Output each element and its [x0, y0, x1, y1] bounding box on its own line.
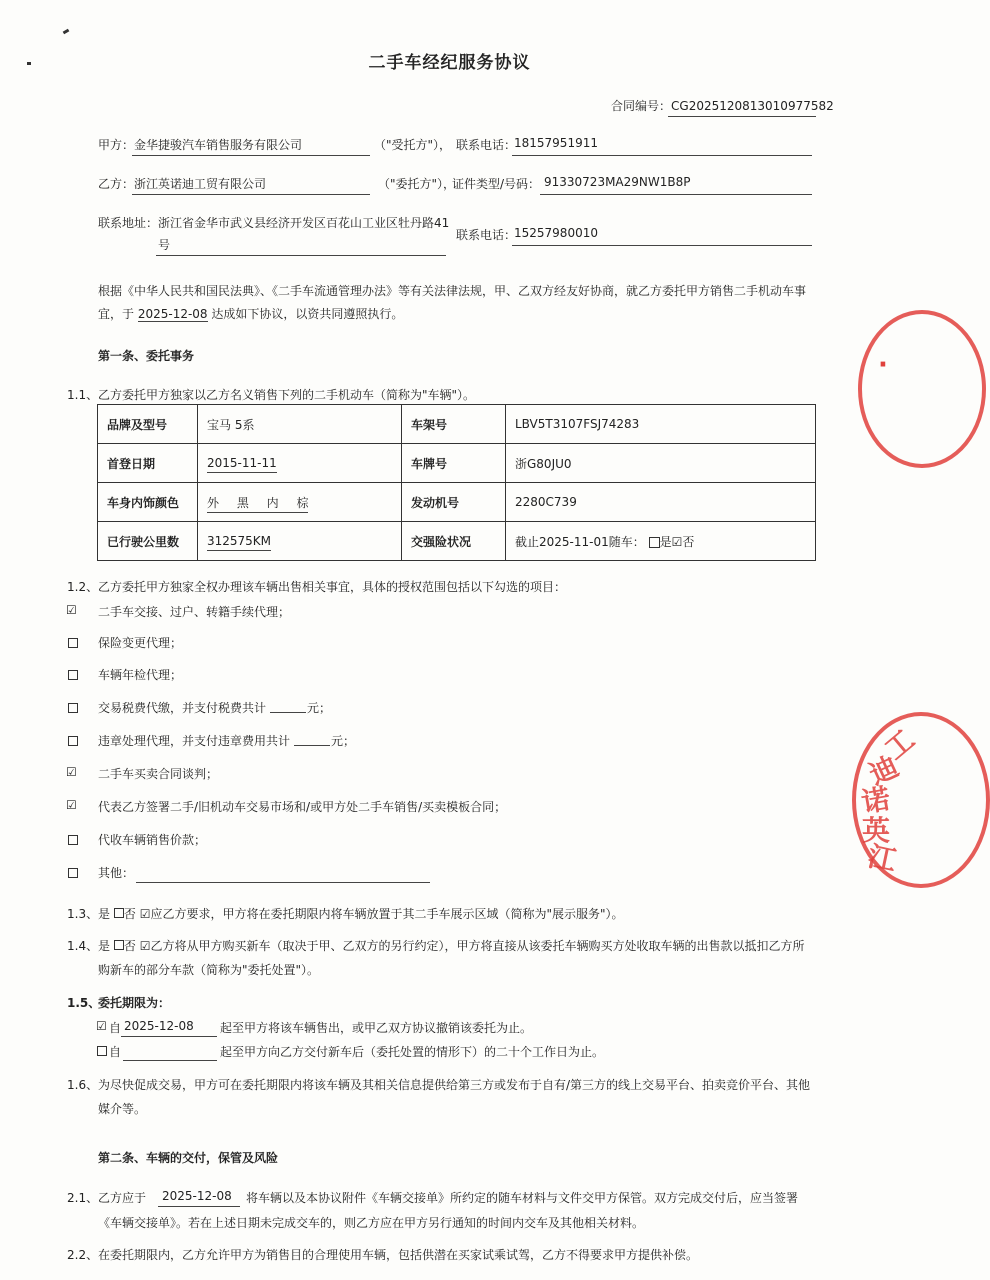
address-line1: 浙江省金华市武义县经济开发区百花山工业区牡丹路41	[158, 216, 450, 230]
clause-1-4-line1: 是 否 ☑乙方将从甲方购买新车（取决于甲、乙双方的另行约定），甲方将直接从该委托车辆购买方处收取车辆的出售款以抵扣乙方所	[98, 939, 805, 953]
intro-line1: 根据《中华人民共和国民法典》、《二手车流通管理办法》等有关法律法规，甲、乙双方经友好协商，就乙方委托甲方销售二手机动车事	[98, 284, 807, 298]
address-line2: 号	[158, 238, 171, 252]
checkbox-item-4[interactable]	[68, 703, 78, 713]
auth-item-2: 保险变更代理；	[98, 636, 183, 650]
clause-1-6-num: 1.6、	[67, 1078, 99, 1092]
clause-1-6-line2: 媒介等。	[98, 1102, 147, 1116]
clause-1-2-text: 乙方委托甲方独家全权办理该车辆出售相关事宜，具体的授权范围包括以下勾选的项目：	[98, 580, 567, 594]
table-cell: 外 黑 内 棕	[198, 483, 402, 522]
party-a-contact-label: 联系电话：	[456, 138, 517, 152]
clause-1-5-num: 1.5、	[67, 996, 101, 1010]
clause-1-3-yes-checkbox[interactable]	[114, 908, 124, 918]
article-1-heading: 第一条、委托事务	[98, 349, 195, 363]
table-cell: 发动机号	[402, 483, 506, 522]
clause-2-2-num: 2.2、	[67, 1248, 99, 1262]
clause-1-4-line2: 购新车的部分车款（简称为"委托处置"）。	[98, 963, 320, 977]
checkbox-item-7-checked[interactable]: ☑	[66, 798, 77, 812]
scan-mark	[63, 29, 70, 35]
table-row	[98, 483, 816, 522]
party-b-id: 91330723MA29NW1B8P	[544, 175, 691, 189]
table-row	[98, 444, 816, 483]
term-option-1-date: 2025-12-08	[124, 1019, 194, 1033]
party-b-contact-label: 联系电话：	[456, 228, 517, 242]
vehicle-table	[97, 404, 816, 561]
seal-char: ·	[878, 350, 888, 380]
company-seal-top	[858, 310, 986, 468]
table-cell: 已行驶公里数	[98, 522, 198, 561]
seal-lettering: 工 迪 诺 英 江	[859, 722, 922, 878]
clause-1-2-num: 1.2、	[67, 580, 99, 594]
table-cell: 车身内饰颜色	[98, 483, 198, 522]
checkbox-item-2[interactable]	[68, 638, 78, 648]
party-a-name: 金华捷骏汽车销售服务有限公司	[134, 138, 303, 152]
table-cell: 截止2025-11-01随车： 是☑否	[506, 522, 816, 561]
clause-1-6-line1: 为尽快促成交易，甲方可在委托期限内将该车辆及其相关信息提供给第三方或发布于自有/第三方的线上交易平台、拍卖竞价平台、其他	[98, 1078, 811, 1092]
clause-2-1-text: 将车辆以及本协议附件《车辆交接单》所约定的随车材料与文件交甲方保管。双方完成交付后，应当签署	[246, 1191, 799, 1205]
table-cell: 车架号	[402, 405, 506, 444]
table-cell: LBV5T3107FSJ74283	[506, 405, 816, 444]
table-row	[98, 522, 816, 561]
table-cell: 2280C739	[506, 483, 816, 522]
party-a-contact: 18157951911	[514, 136, 598, 150]
party-a-label: 甲方：	[98, 138, 135, 152]
table-cell: 交强险状况	[402, 522, 506, 561]
intro-line2: 宜，于 2025-12-08 达成如下协议，以资共同遵照执行。	[98, 307, 404, 321]
auth-item-4-unit: 元；	[307, 701, 332, 715]
auth-item-5: 违章处理代理，并支付违章费用共计	[98, 734, 291, 748]
clause-2-1-num: 2.1、	[67, 1191, 99, 1205]
auth-item-1: 二手车交接、过户、转籍手续代理；	[98, 605, 291, 619]
term-option-2-checkbox[interactable]	[97, 1046, 107, 1056]
contract-no: CG2025120813010977582	[671, 99, 834, 113]
table-cell: 车牌号	[402, 444, 506, 483]
clause-1-5-head: 委托期限为：	[98, 996, 171, 1010]
checkbox-item-5[interactable]	[68, 736, 78, 746]
checkbox-no-checked[interactable]: ☑	[671, 534, 683, 549]
clause-1-1-num: 1.1、	[67, 388, 99, 402]
document-title: 二手车经纪服务协议	[368, 53, 531, 73]
clause-2-1-date: 2025-12-08	[162, 1189, 232, 1203]
auth-item-6: 二手车买卖合同谈判；	[98, 767, 219, 781]
term-option-2-prefix: 自	[109, 1045, 122, 1059]
term-option-1-checkbox-checked[interactable]: ☑	[96, 1019, 107, 1033]
table-cell: 首登日期	[98, 444, 198, 483]
article-2-heading: 第二条、车辆的交付，保管及风险	[98, 1151, 279, 1165]
contract-no-label: 合同编号：	[611, 99, 672, 113]
party-b-contact: 15257980010	[514, 226, 598, 240]
clause-2-1-lead: 乙方应于	[98, 1191, 147, 1205]
clause-2-1-line2: 《车辆交接单》。若在上述日期未完成交车的，则乙方应在甲方另行通知的时间内交车及其他相关材料。	[98, 1216, 645, 1230]
term-option-1-prefix: 自	[109, 1021, 122, 1035]
clause-1-1-text: 乙方委托甲方独家以乙方名义销售下列的二手机动车（简称为"车辆"）。	[98, 388, 476, 402]
party-b-label: 乙方：	[98, 177, 135, 191]
party-b-id-label: 证件类型/号码：	[452, 177, 541, 191]
clause-1-4-num: 1.4、	[67, 939, 99, 953]
table-cell: 2015-11-11	[198, 444, 402, 483]
contract-no-row	[611, 97, 834, 114]
table-cell: 312575KM	[198, 522, 402, 561]
term-option-2-text: 起至甲方向乙方交付新车后（委托处置的情形下）的二十个工作日为止。	[220, 1045, 605, 1059]
table-row	[98, 405, 816, 444]
party-b-name: 浙江英诺迪工贸有限公司	[134, 177, 267, 191]
checkbox-item-1-checked[interactable]: ☑	[66, 603, 77, 617]
checkbox-yes[interactable]	[649, 537, 660, 548]
auth-item-4: 交易税费代缴，并支付税费共计	[98, 701, 267, 715]
auth-item-3: 车辆年检代理；	[98, 668, 183, 682]
party-b-role: （"委托方"），	[378, 177, 456, 191]
auth-item-9: 其他：	[98, 866, 135, 880]
table-cell: 浙G80JU0	[506, 444, 816, 483]
auth-item-7: 代表乙方签署二手/旧机动车交易市场和/或甲方处二手车销售/买卖模板合同；	[98, 800, 507, 814]
term-option-1-text: 起至甲方将该车辆售出，或甲乙双方协议撤销该委托为止。	[220, 1021, 533, 1035]
party-a-role: （"受托方"），	[374, 138, 452, 152]
clause-1-4-no-checkbox-checked[interactable]: ☑	[139, 939, 151, 953]
clause-1-3-no-checkbox-checked[interactable]: ☑	[139, 907, 151, 921]
checkbox-item-8[interactable]	[68, 835, 78, 845]
clause-1-3: 是 否 ☑应乙方要求，甲方将在委托期限内将车辆放置于其二手车展示区域（简称为"展示服务"）。	[98, 907, 624, 921]
checkbox-item-3[interactable]	[68, 670, 78, 680]
table-cell: 宝马 5系	[198, 405, 402, 444]
table-cell: 品牌及型号	[98, 405, 198, 444]
clause-1-3-num: 1.3、	[67, 907, 99, 921]
checkbox-item-9[interactable]	[68, 868, 78, 878]
address-label: 联系地址：	[98, 216, 159, 230]
checkbox-item-6-checked[interactable]: ☑	[66, 765, 77, 779]
auth-item-8: 代收车辆销售价款；	[98, 833, 207, 847]
auth-item-5-unit: 元；	[331, 734, 356, 748]
clause-1-4-yes-checkbox[interactable]	[114, 940, 124, 950]
clause-2-2-text: 在委托期限内，乙方允许甲方为销售目的合理使用车辆，包括供潜在买家试乘试驾，乙方不得要求甲方提供补偿。	[98, 1248, 699, 1262]
intro-date: 2025-12-08	[137, 307, 208, 321]
